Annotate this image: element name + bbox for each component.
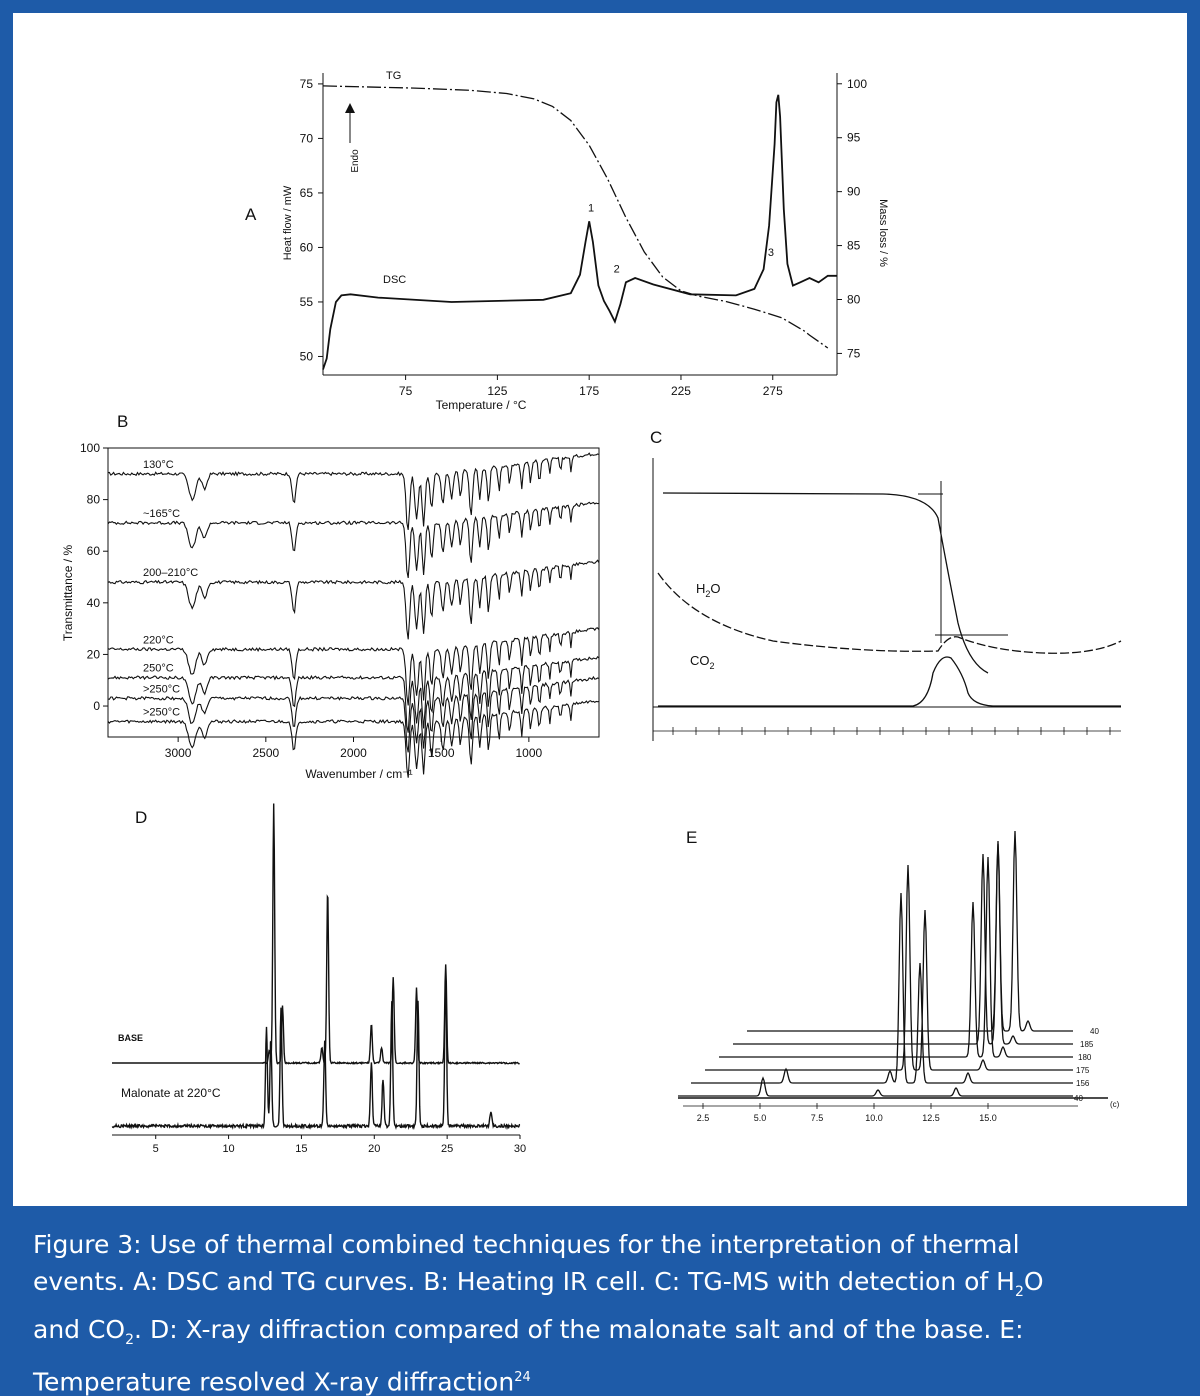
panel-c-co2-label: $CO_2$ bbox=[690, 653, 715, 671]
panel-d bbox=[112, 804, 526, 1156]
x-tick-label-d: 20 bbox=[368, 1143, 381, 1155]
y-tick-label-a-right: 95 bbox=[847, 130, 861, 145]
y-tick-label-a-left: 75 bbox=[299, 76, 313, 91]
x-tick-label-a: 175 bbox=[579, 384, 600, 398]
x-tick-label-e: 15.0 bbox=[979, 1113, 997, 1123]
h2o-curve-c bbox=[658, 573, 1121, 653]
x-tick-label-d: 5 bbox=[152, 1143, 159, 1155]
y-tick-label-b: 100 bbox=[79, 441, 100, 455]
panel-a-label: A bbox=[245, 205, 257, 224]
caption-line-1: Figure 3: Use of thermal combined techniques for the interpretation of thermal bbox=[33, 1230, 1020, 1259]
ir-spectrum-line bbox=[108, 628, 599, 706]
y-tick-label-b: 60 bbox=[86, 544, 100, 559]
panel-b-label: B bbox=[117, 412, 129, 431]
caption-line-4: Temperature resolved X-ray diffraction$^{24}$ bbox=[33, 1367, 531, 1397]
panel-b bbox=[61, 412, 599, 781]
y-tick-label-a-right: 75 bbox=[847, 346, 861, 361]
ir-spectrum-label: 250°C bbox=[143, 662, 174, 675]
x-tick-label-a: 275 bbox=[762, 384, 783, 398]
x-tick-label-d: 30 bbox=[513, 1143, 527, 1155]
figure-caption bbox=[33, 1226, 1173, 1400]
y-tick-label-a-left: 55 bbox=[299, 294, 313, 309]
xrd-trace-e bbox=[691, 893, 1073, 1083]
panel-d-label: D bbox=[135, 808, 148, 827]
trace-label-e: 175 bbox=[1076, 1066, 1090, 1075]
y-tick-label-a-right: 100 bbox=[847, 76, 868, 91]
panel-b-xlabel: Wavenumber / cm⁻¹ bbox=[305, 767, 413, 781]
panel-c bbox=[650, 428, 1121, 741]
y-tick-label-a-right: 90 bbox=[847, 184, 861, 199]
ir-spectrum-label: >250°C bbox=[143, 706, 181, 719]
x-tick-label-b: 1000 bbox=[515, 746, 543, 760]
trace-label-e: 185 bbox=[1080, 1040, 1094, 1049]
panel-e-axis-unit: (c) bbox=[1110, 1100, 1120, 1109]
x-tick-label-d: 15 bbox=[295, 1143, 308, 1155]
co2-curve-c bbox=[658, 657, 1121, 706]
y-tick-label-a-left: 60 bbox=[299, 240, 313, 255]
x-tick-label-e: 7.5 bbox=[810, 1113, 824, 1123]
trace-label-e: 40 bbox=[1090, 1027, 1099, 1036]
y-tick-label-a-left: 50 bbox=[299, 349, 313, 364]
x-tick-label-e: 5.0 bbox=[753, 1113, 767, 1123]
figure-svg bbox=[13, 13, 1187, 1206]
y-tick-label-a-right: 85 bbox=[847, 238, 861, 253]
panel-e-label: E bbox=[686, 828, 698, 847]
ir-spectrum-label: ~165°C bbox=[143, 507, 181, 520]
y-tick-label-a-left: 65 bbox=[299, 185, 313, 200]
series-tg-line bbox=[323, 86, 828, 348]
series-dsc-line bbox=[323, 95, 837, 370]
panel-b-ylabel: Transmittance / % bbox=[61, 544, 75, 642]
x-tick-label-a: 75 bbox=[398, 384, 413, 398]
x-tick-label-b: 2000 bbox=[340, 746, 367, 760]
panel-a-tg-label: TG bbox=[386, 70, 402, 82]
trace-label-e: 180 bbox=[1078, 1053, 1092, 1062]
y-tick-label-b: 0 bbox=[93, 699, 100, 714]
panel-a-dsc-label: DSC bbox=[383, 274, 407, 286]
panel-c-h2o-label: $H_2O$ bbox=[696, 581, 721, 599]
y-tick-label-a-left: 70 bbox=[299, 131, 313, 146]
x-tick-label-b: 1500 bbox=[427, 746, 455, 760]
x-tick-label-e: 12.5 bbox=[922, 1113, 940, 1123]
peak-label: 1 bbox=[587, 202, 595, 215]
y-tick-label-b: 40 bbox=[86, 595, 100, 610]
panel-d-malonate-label: Malonate at 220°C bbox=[121, 1086, 221, 1100]
ir-spectrum-label: >250°C bbox=[143, 683, 181, 696]
xrd-pattern-line bbox=[112, 980, 520, 1128]
panel-a-endo-label: Endo bbox=[350, 149, 361, 173]
trace-label-e: 156 bbox=[1076, 1079, 1090, 1088]
panel-a-ylabel-left: Heat flow / mW bbox=[282, 185, 294, 261]
x-tick-label-e: 2.5 bbox=[696, 1113, 710, 1123]
x-tick-label-d: 25 bbox=[441, 1143, 454, 1155]
panel-a-xlabel: Temperature / °C bbox=[435, 398, 527, 412]
x-tick-label-d: 10 bbox=[222, 1143, 235, 1155]
trace-label-e: 40 bbox=[1074, 1094, 1083, 1103]
ir-spectrum-label: 200–210°C bbox=[143, 567, 199, 580]
peak-label: 2 bbox=[613, 263, 620, 276]
x-tick-label-a: 225 bbox=[670, 384, 691, 398]
ir-spectrum-label: 220°C bbox=[143, 634, 174, 647]
caption-line-2: events. A: DSC and TG curves. B: Heating IR cell. C: TG-MS with detection of $H_2O$ bbox=[33, 1267, 1044, 1300]
x-tick-label-a: 125 bbox=[487, 384, 508, 398]
plot-frame-b bbox=[108, 448, 599, 737]
y-tick-label-b: 20 bbox=[86, 647, 100, 662]
panel-e bbox=[678, 828, 1120, 1123]
x-tick-label-b: 2500 bbox=[252, 746, 280, 760]
panel-c-label: C bbox=[650, 428, 663, 447]
y-tick-label-b: 80 bbox=[86, 492, 100, 507]
ir-spectrum-line bbox=[108, 453, 599, 530]
y-tick-label-a-right: 80 bbox=[847, 292, 861, 307]
ir-spectrum-label: 130°C bbox=[143, 458, 174, 471]
panel-d-base-label: BASE bbox=[118, 1033, 144, 1043]
panel-a bbox=[245, 70, 889, 412]
x-tick-label-b: 3000 bbox=[164, 746, 192, 760]
caption-line-3: and $CO_2$. D: X-ray diffraction compared of the malonate salt and of the base. E: bbox=[33, 1315, 1024, 1348]
x-tick-label-e: 10.0 bbox=[865, 1113, 883, 1123]
peak-label: 3 bbox=[767, 247, 774, 260]
xrd-pattern-line bbox=[112, 804, 520, 1064]
figure-panel bbox=[13, 13, 1187, 1206]
endo-arrowhead-icon bbox=[345, 103, 355, 113]
panel-a-ylabel-right: Mass loss / % bbox=[877, 199, 889, 267]
xrd-trace-e bbox=[678, 1078, 1073, 1096]
